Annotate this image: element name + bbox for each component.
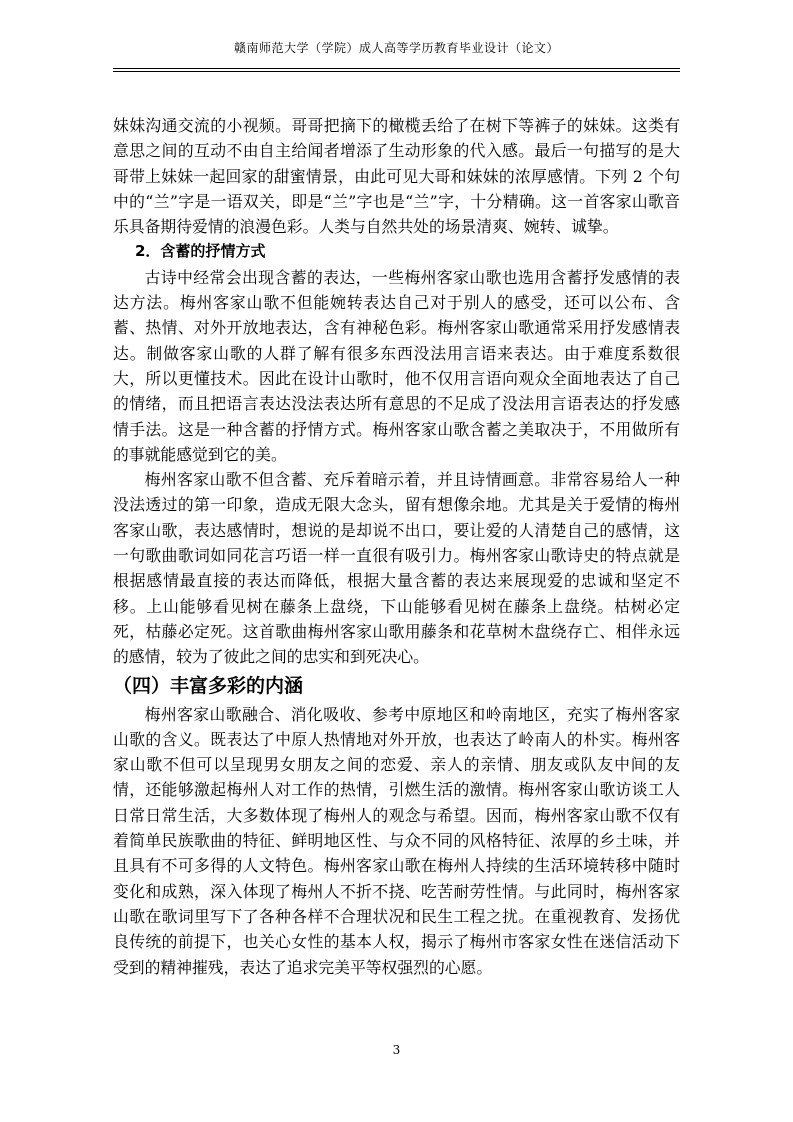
section-heading: （四）丰富多彩的内涵 [113,674,304,697]
paragraph: 梅州客家山歌不但含蓄、充斥着暗示着，并且诗情画意。非常容易给人一种没法透过的第一印象，造成无限大念头，留有想像余地。尤其是关于爱情的梅州客家山歌，表达感情时，想说的是却说不出口，要让爱的人清楚自己的感情，这一句歌曲歌词如同花言巧语一样一直很有吸引力。梅州客家山歌诗史的特点就是根据感情最直接的表达而降低，根据大量含蓄的表达来展现爱的忠诚和坚定不移。上山能够看见树在藤条上盘绕，下山能够看见树在藤条上盘绕。枯树必定死，枯藤必定死。这首歌曲梅州客家山歌用藤条和花草树木盘绕存亡、相伴永远的感情，较为了彼此之间的忠实和到死决心。 [113,470,680,667]
page-number: 3 [392,1043,401,1057]
running-header: 赣南师范大学（学院）成人高等学历教育毕业设计（论文） [233,41,559,55]
subsection-heading: 2．含蓄的抒情方式 [135,242,266,261]
paragraph: 梅州客家山歌融合、消化吸收、参考中原地区和岭南地区，充实了梅州客家山歌的含义。既表达了中原人热情地对外开放，也表达了岭南人的朴实。梅州客家山歌不但可以呈现男女朋友之间的恋爱、亲人的亲情、朋友或队友中间的友情，还能够激起梅州人对工作的热情，引燃生活的激情。梅州客家山歌访谈工人日常日常生活，大多数体现了梅州人的观念与希望。因而，梅州客家山歌不仅有着简单民族歌曲的特征、鲜明地区性、与众不同的风格特征、浓厚的乡土味，并且具有不可多得的人文特色。梅州客家山歌在梅州人持续的生活环境转移中随时变化和成熟，深入体现了梅州人不折不挠、吃苦耐劳性情。与此同时，梅州客家山歌在歌词里写下了各种各样不合理状况和民生工程之扰。在重视教育、发扬优良传统的前提下，也关心女性的基本人权，揭示了梅州市客家女性在迷信活动下受到的精神摧残，表达了追求完美平等权强烈的心愿。 [113,704,680,977]
body-text [113,113,680,980]
header-rule [113,68,680,69]
header-rule-thin [113,71,680,72]
paragraph-continued: 妹妹沟通交流的小视频。哥哥把摘下的橄榄丢给了在树下等裤子的妹妹。这类有意思之间的互动不由自主给闻者增添了生动形象的代入感。最后一句描写的是大哥带上妹妹一起回家的甜蜜情景，由此可见大哥和妹妹的浓厚感情。下列 2 个句中的“兰”字是一语双关，即是“兰”字也是“兰”字，十分精确。这一首客家山歌音乐具备期待爱情的浪漫色彩。人类与自然共处的场景清爽、婉转、诚挚。 [113,116,680,237]
paragraph: 古诗中经常会出现含蓄的表达，一些梅州客家山歌也选用含蓄抒发感情的表达方法。梅州客家山歌不但能婉转表达自己对于别人的感受，还可以公布、含蓄、热情、对外开放地表达，含有神秘色彩。梅州客家山歌通常采用抒发感情表达。制做客家山歌的人群了解有很多东西没法用言语来表达。由于难度系数很大，所以更懂技术。因此在设计山歌时，他不仅用言语向观众全面地表达了自己的情绪，而且把语言表达没法表达所有意思的不足成了没法用言语表达的抒发感情手法。这是一种含蓄的抒情方式。梅州客家山歌含蓄之美取决于，不用做所有的事就能感觉到它的美。 [113,267,680,464]
